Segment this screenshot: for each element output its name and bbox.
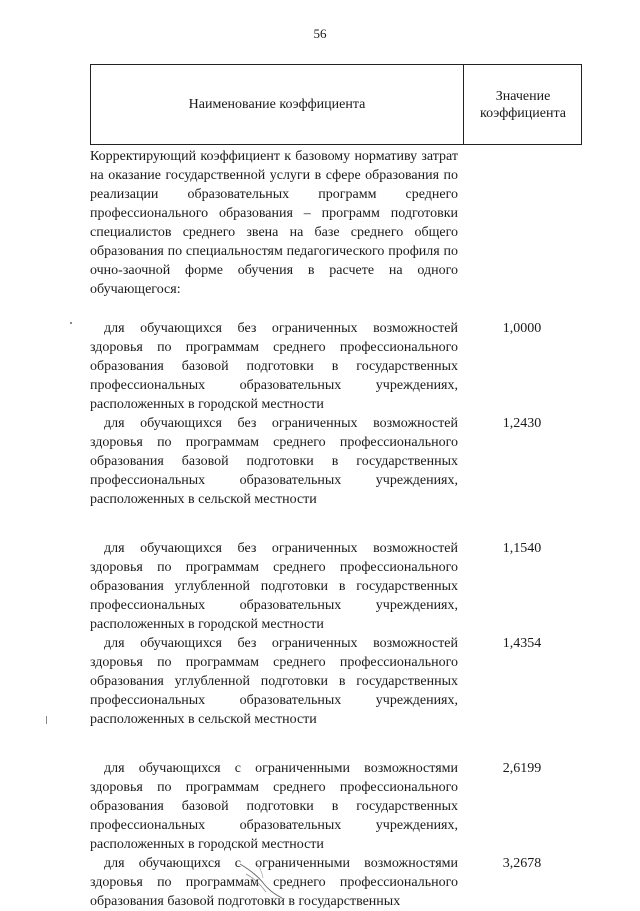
page-number: 56 [313,26,327,41]
table-header [90,64,582,145]
table-row [90,319,582,414]
intro-paragraph: Корректирующий коэффициент к базовому нормативу затрат на оказание государственной услуги в сфере образования по реализации образовательных программ среднего профессионального образования – программ подготовки специалистов среднего звена на базе среднего общего образования по специальностям педагогического профиля по очно-заочной форме обучения в расчете на одного обучающегося: [90,149,458,297]
row-description: для обучающихся с ограниченными возможностями здоровья по программам среднего профессионального образования базовой подготовки в государственных [90,856,458,909]
row-description: для обучающихся без ограниченных возможностей здоровья по программам среднего профессионального образования базовой подготовки в государственных профессиональных образовательных учреждениях, расположенных в сельской местности [90,416,458,507]
row-value: 1,4354 [502,636,542,651]
header-coefficient-name: Наименование коэффициента [188,96,366,112]
row-description: для обучающихся без ограниченных возможностей здоровья по программам среднего профессионального образования углубленной подготовки в государственных профессиональных образовательных учреждениях, расположенных в городской местности [90,541,458,632]
row-value: 2,6199 [502,761,542,776]
table-row [90,414,582,509]
scan-scribble-mark [236,858,286,900]
table-row [90,759,582,854]
row-description: для обучающихся с ограниченными возможностями здоровья по программам среднего профессионального образования базовой подготовки в государственных профессиональных образовательных учреждениях, расположенных в городской местности [90,761,458,852]
table-row [90,634,582,729]
header-coefficient-value [464,65,582,144]
header-value-line1: Значение [495,88,551,104]
row-value: 3,2678 [502,856,542,871]
table-row [90,539,582,634]
table-row [90,854,582,911]
row-value: 1,2430 [502,416,542,431]
table-body [90,147,582,911]
row-description: для обучающихся без ограниченных возможностей здоровья по программам среднего профессионального образования базовой подготовки в государственных профессиональных образовательных учреждениях, расположенных в городской местности [90,321,458,412]
row-value: 1,0000 [502,321,542,336]
row-description: для обучающихся без ограниченных возможностей здоровья по программам среднего профессионального образования углубленной подготовки в государственных профессиональных образовательных учреждениях, расположенных в сельской местности [90,636,458,727]
scan-margin-mark [46,716,47,724]
scan-margin-mark [70,322,72,324]
row-value: 1,1540 [502,541,542,556]
header-value-line2: коэффициента [480,105,566,121]
